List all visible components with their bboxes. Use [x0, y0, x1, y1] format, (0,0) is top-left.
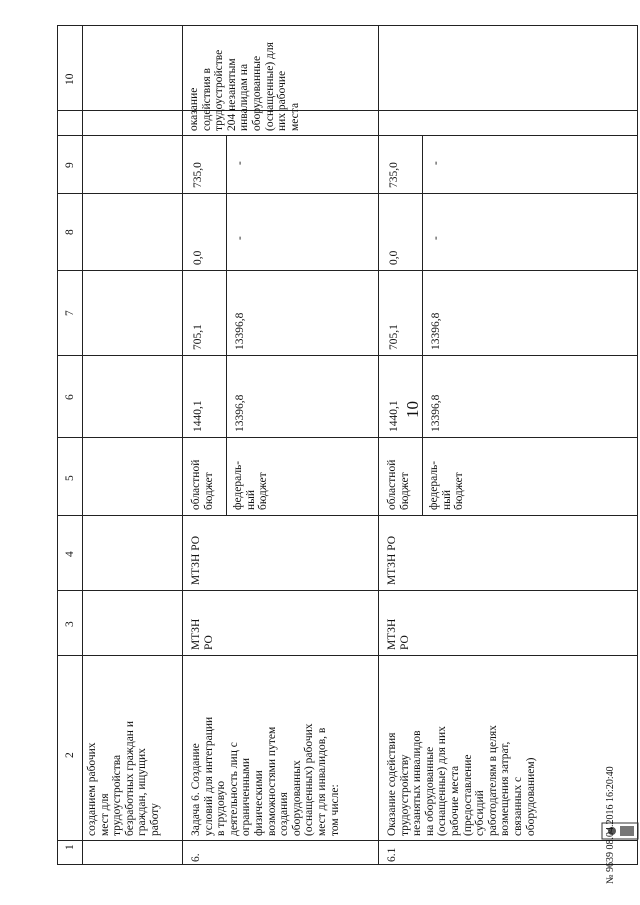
row1-y2017-2: -: [234, 236, 246, 240]
col-header-4: 4: [64, 551, 76, 557]
row2-source-1: областной бюджет: [386, 459, 411, 510]
row1-source-1: областной бюджет: [190, 459, 215, 510]
row1-number: 6.: [190, 853, 202, 862]
row1-y2017-1: 0,0: [192, 250, 204, 265]
col-header-6: 6: [64, 394, 76, 400]
row2-total-2: 13396,8: [430, 394, 442, 432]
row2-description: Оказание содействия трудоустройству незанятых инвалидов на оборудованные (оснащенные) для них рабочие места (предоставление субсидий работодателям в целях возмещения затрат, связанных с оборудованием): [386, 725, 537, 836]
col-header-2: 2: [64, 752, 76, 758]
col-header-1: 1: [64, 844, 76, 850]
col-header-9: 9: [64, 162, 76, 168]
row0-result: оказание содействия в трудоустройстве 204 незанятым инвалидам на оборудованные (оснащенные) для них рабочие места: [188, 42, 301, 131]
document-stamp: № 9639 08.04.2016 16:20:40: [605, 766, 616, 884]
row2-y2017-1: 0,0: [388, 250, 400, 265]
col-header-3: 3: [64, 621, 76, 627]
page-number: 10: [403, 401, 422, 418]
row1-executor: МТЗН РО: [190, 535, 202, 585]
row1-y2016-2: 13396,8: [234, 312, 246, 350]
row1-description: Задача 6. Создание условий для интеграции в трудовую деятельность лиц с ограниченными физическими возможностями путем создания оборудованных (оснащенных) рабочих мест для инвалидов, в том числе:: [190, 716, 341, 836]
col-header-10: 10: [64, 73, 76, 85]
row2-total-1: 1440,1: [388, 400, 400, 432]
row1-y2018-1: 735,0: [192, 162, 204, 188]
row2-y2016-1: 705,1: [388, 324, 400, 350]
row2-executor: МТЗН РО: [386, 535, 398, 585]
row2-source-2: федераль- ный бюджет: [428, 460, 466, 510]
col-header-7: 7: [64, 310, 76, 316]
row2-number: 6.1: [386, 847, 398, 862]
row1-responsible: МТЗН РО: [190, 618, 215, 650]
col-header-5: 5: [64, 475, 76, 481]
row1-source-2: федераль- ный бюджет: [232, 460, 270, 510]
row2-y2017-2: -: [430, 236, 442, 240]
row0-description: созданием рабочих мест для трудоустройства безработных граждан и граждан, ищущих работу: [86, 721, 161, 836]
row2-y2016-2: 13396,8: [430, 312, 442, 350]
row2-y2018-1: 735,0: [388, 162, 400, 188]
row1-y2018-2: -: [234, 161, 246, 165]
row2-y2018-2: -: [430, 161, 442, 165]
col-header-8: 8: [64, 229, 76, 235]
row1-y2016-1: 705,1: [192, 324, 204, 350]
row2-responsible: МТЗН РО: [386, 618, 411, 650]
row1-total-2: 13396,8: [234, 394, 246, 432]
row1-total-1: 1440,1: [192, 400, 204, 432]
